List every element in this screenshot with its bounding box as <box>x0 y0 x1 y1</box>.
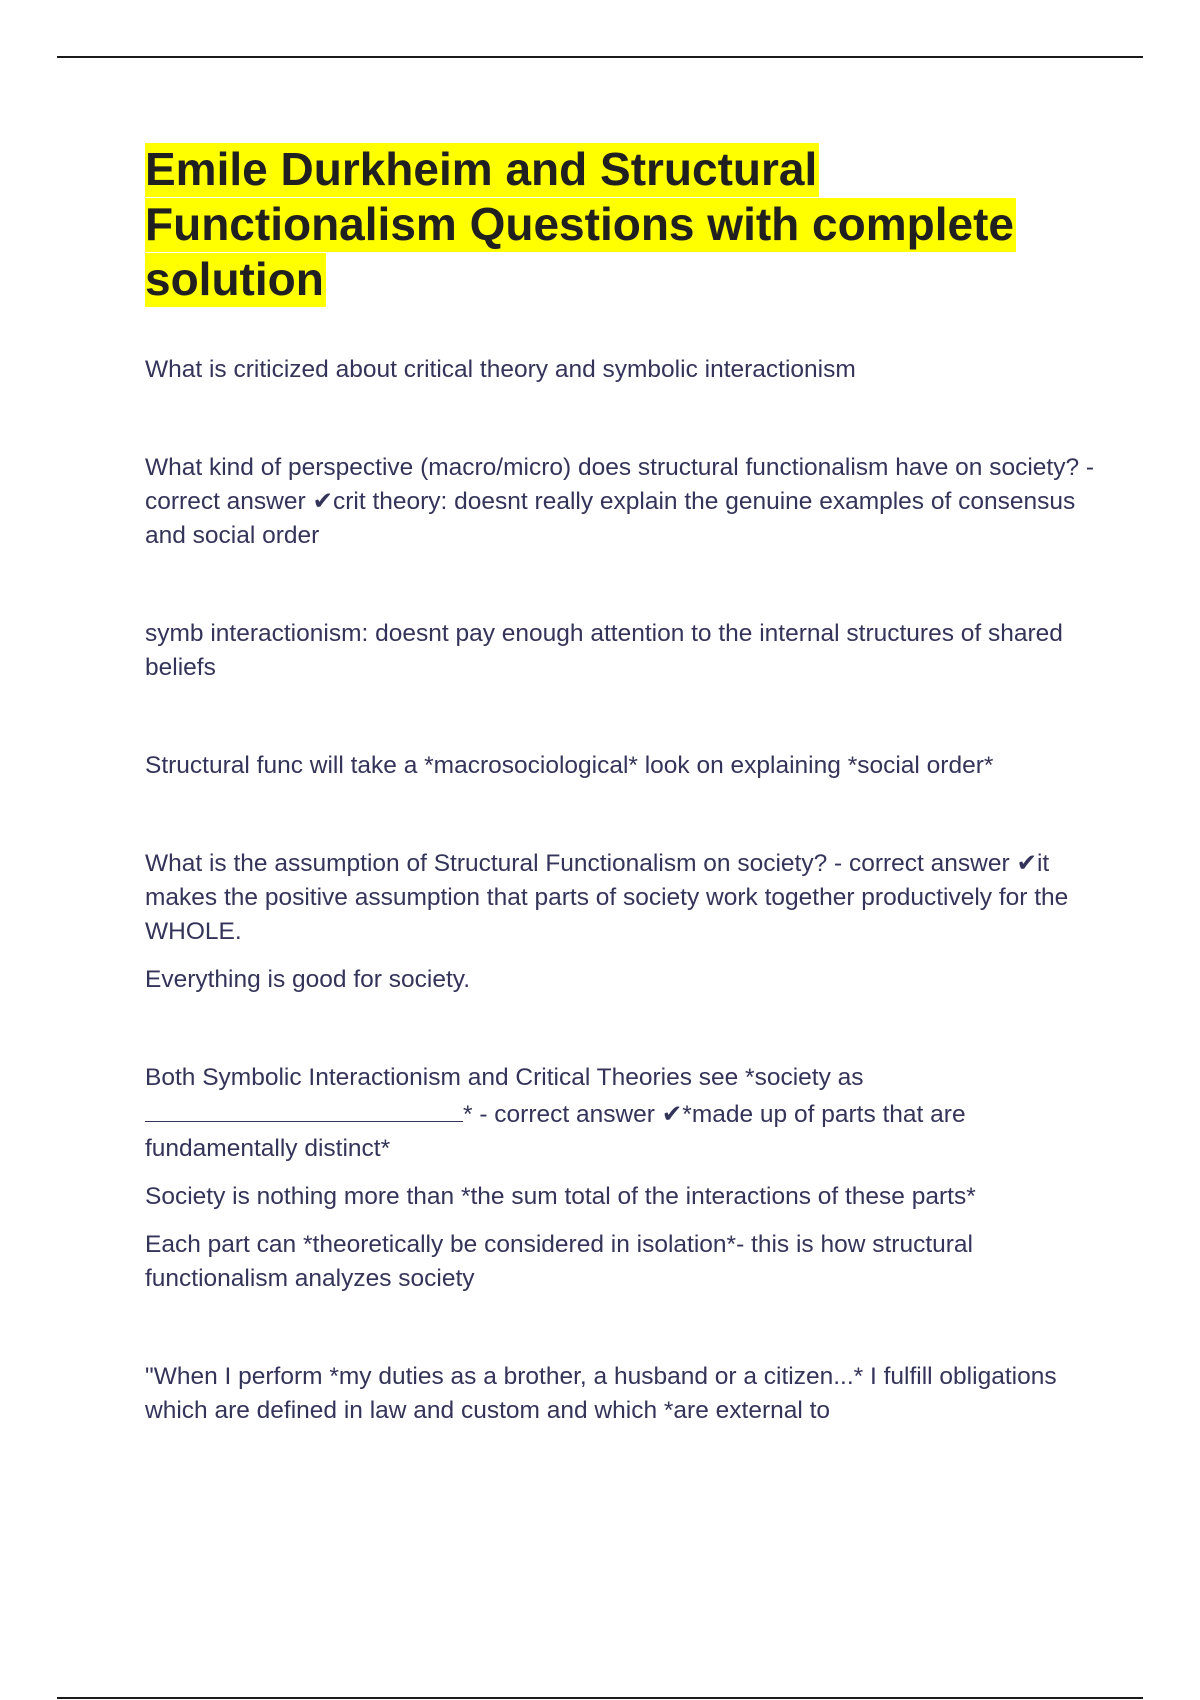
question-3: What is the assumption of Structural Functionalism on society? - correct answer ✔it makes the positive assumption that parts of society work together productively for the WHOLE. <box>145 850 1069 945</box>
fill-in-blank <box>145 1095 463 1122</box>
question-4-start: Both Symbolic Interactionism and Critical Theories see *society as <box>145 1064 864 1091</box>
question-4 <box>145 1061 1105 1166</box>
question-2: What kind of perspective (macro/micro) does structural functionalism have on society? - correct answer ✔crit theory: doesnt really explain the genuine examples of consensus and social order <box>145 454 1095 549</box>
title-highlight: Emile Durkheim and Structural Functionalism Questions with complete solution <box>145 143 1014 305</box>
statement-macrosociological: Structural func will take a *macrosociological* look on explaining *social order* <box>145 752 994 779</box>
question-4-answer: * - correct answer ✔*made up of parts that are fundamentally distinct* <box>145 1101 966 1162</box>
top-rule <box>57 56 1143 58</box>
quote-durkheim: "When I perform *my duties as a brother, a husband or a citizen...* I fulfill obligations which are defined in law and custom and which *are external to <box>145 1363 1057 1424</box>
document-title <box>145 142 1105 307</box>
answer-2-continued: symb interactionism: doesnt pay enough attention to the internal structures of shared beliefs <box>145 620 1063 681</box>
answer-4-continued-1: Society is nothing more than *the sum total of the interactions of these parts* <box>145 1183 976 1210</box>
question-1: What is criticized about critical theory and symbolic interactionism <box>145 356 856 383</box>
bottom-rule <box>57 1697 1143 1699</box>
answer-3-continued: Everything is good for society. <box>145 966 471 993</box>
answer-4-continued-2: Each part can *theoretically be considered in isolation*- this is how structural functionalism analyzes society <box>145 1231 973 1292</box>
document-content <box>145 142 1105 1428</box>
